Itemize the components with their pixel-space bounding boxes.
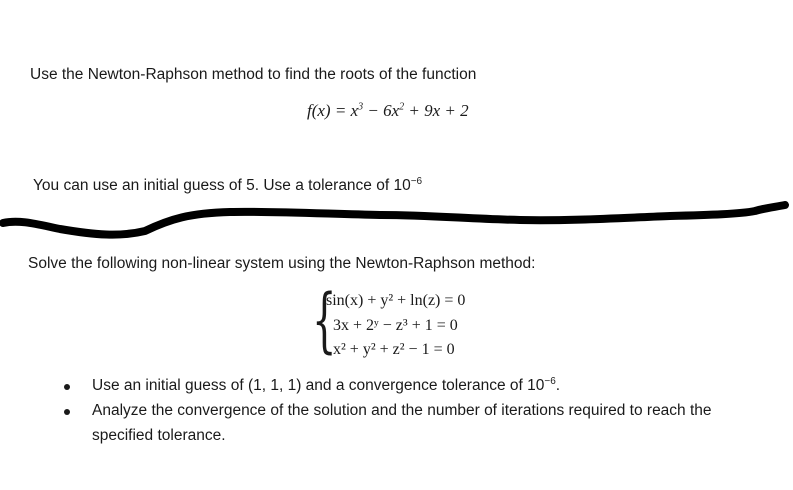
equation-exp1: 3	[358, 101, 364, 113]
equation-term2: − 6x	[363, 101, 400, 120]
bullet-item-2-line1: Analyze the convergence of the solution and the number of iterations required to reach the	[92, 402, 712, 419]
bullet1-tail: .	[555, 377, 561, 394]
bullet-marker	[64, 384, 70, 390]
equation-term1: x	[350, 101, 359, 120]
problem2-intro: Solve the following non-linear system using the Newton-Raphson method:	[28, 255, 536, 272]
problem1-guess	[33, 177, 422, 195]
problem1-equation	[307, 101, 469, 121]
problem1-intro: Use the Newton-Raphson method to find the roots of the function	[30, 66, 477, 83]
system-eq-2: 3x + 2ʸ − z³ + 1 = 0	[333, 317, 458, 334]
system-eq-1: sin(x) + y² + ln(z) = 0	[326, 292, 466, 309]
bullet-item-1	[92, 377, 560, 395]
hand-drawn-divider	[0, 195, 793, 250]
guess-exp: −6	[410, 175, 423, 187]
equation-exp2: 2	[399, 101, 405, 113]
bullet1-text: Use an initial guess of (1, 1, 1) and a convergence tolerance of 10	[92, 377, 545, 394]
system-eq-3: x² + y² + z² − 1 = 0	[333, 341, 455, 358]
bullet-marker	[64, 409, 70, 415]
guess-text: You can use an initial guess of 5. Use a tolerance of 10	[33, 177, 411, 194]
bullet-item-2-line2: specified tolerance.	[92, 427, 226, 444]
equation-term3: + 9x + 2	[404, 101, 469, 120]
bullet1-exp: −6	[544, 375, 556, 387]
system-brace: {	[312, 279, 337, 361]
equation-lhs: f(x) =	[307, 101, 347, 120]
